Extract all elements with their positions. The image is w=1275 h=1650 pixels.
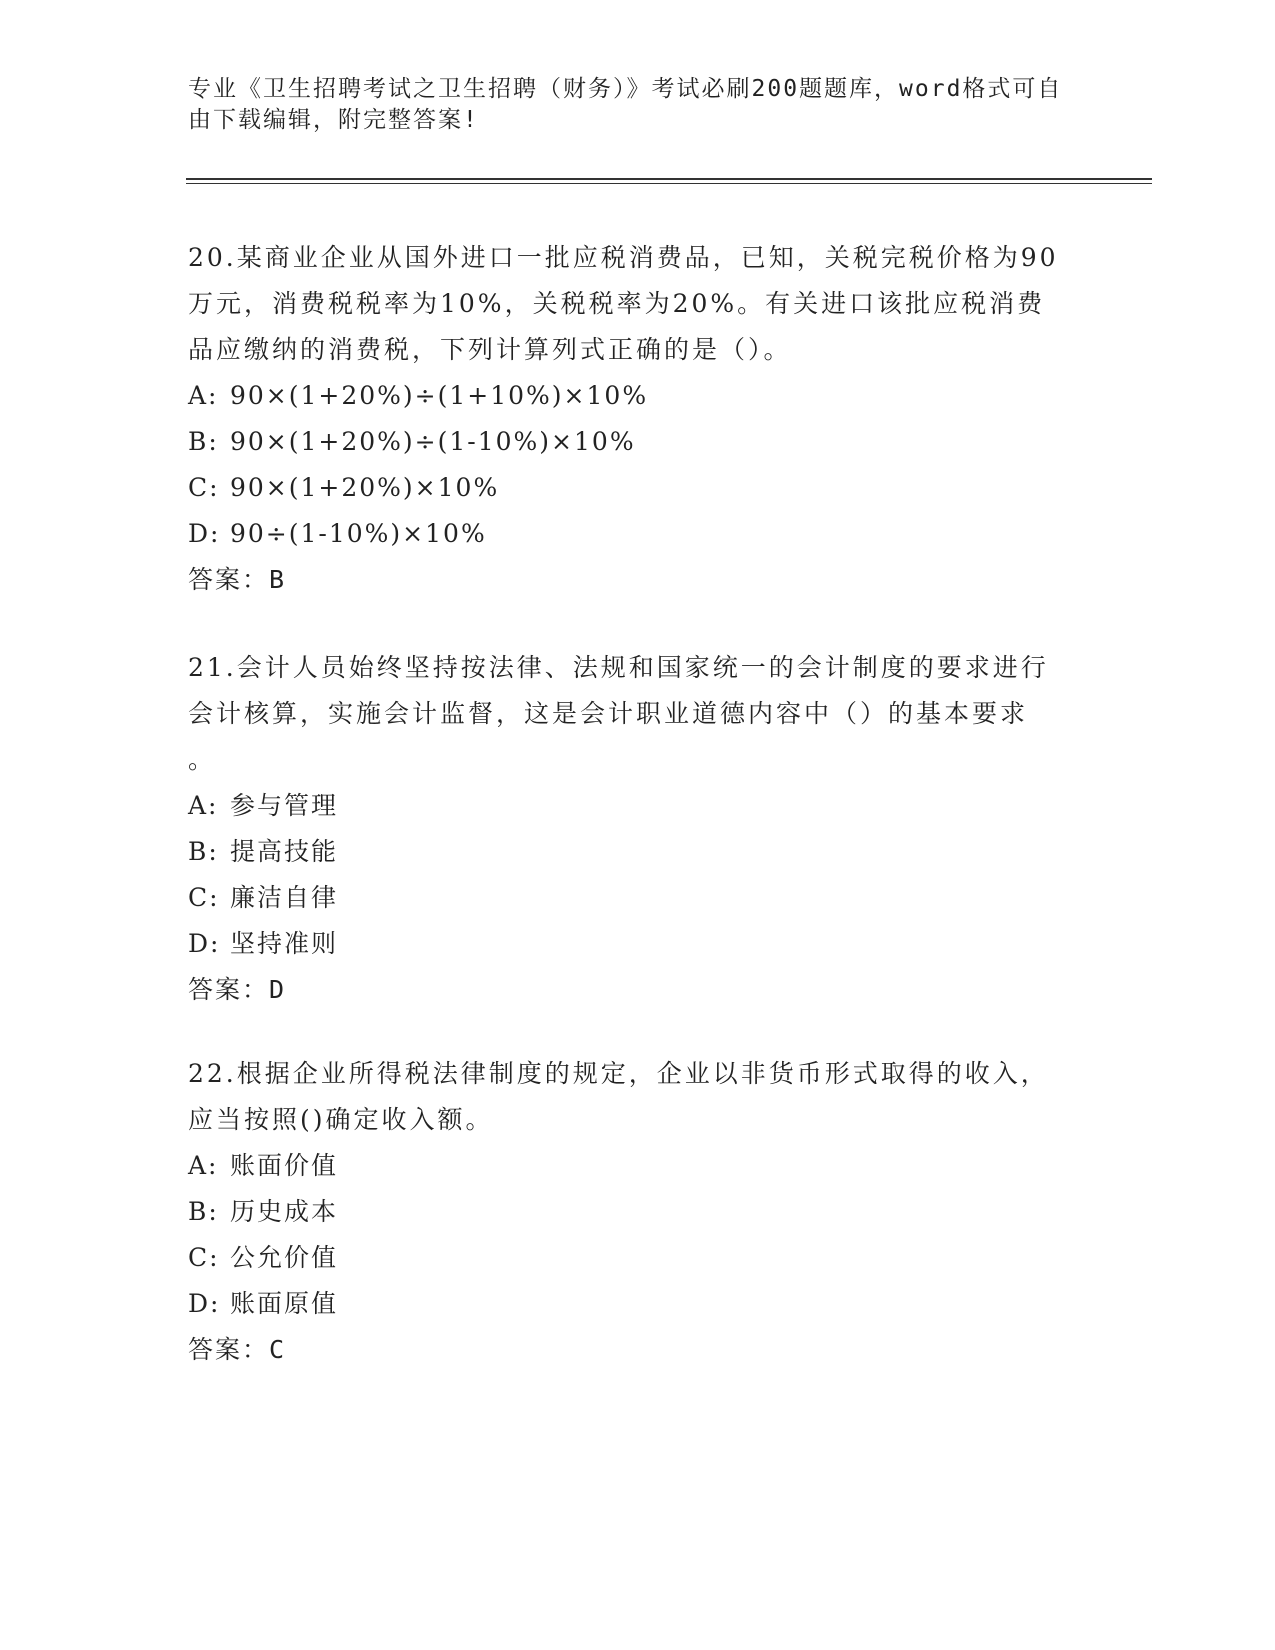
option-a	[188, 783, 1088, 829]
option-a	[188, 1143, 1088, 1189]
answer-line: 答案：B	[188, 565, 287, 594]
option-b	[188, 829, 1088, 875]
option-letter: C:	[188, 473, 220, 502]
option-text: 廉洁自律	[230, 883, 339, 912]
option-letter: B:	[188, 1197, 219, 1226]
header-divider-thin	[186, 183, 1152, 184]
option-letter: A:	[188, 791, 219, 820]
option-d	[188, 921, 1088, 967]
option-text: 90×(1+20%)÷(1+10%)×10%	[230, 381, 649, 410]
question-20	[188, 235, 1088, 603]
option-text: 历史成本	[230, 1197, 339, 1226]
question-stem-line: 会计核算，实施会计监督，这是会计职业道德内容中（）的基本要求	[188, 699, 1029, 728]
question-stem-line: 21.会计人员始终坚持按法律、法规和国家统一的会计制度的要求进行	[188, 653, 1049, 682]
option-letter: D:	[188, 519, 221, 548]
header-line-1: 专业《卫生招聘考试之卫生招聘（财务）》考试必刷200题题库，word格式可自	[188, 76, 1063, 102]
question-22	[188, 1051, 1088, 1373]
header-divider-thick	[186, 178, 1152, 180]
option-a	[188, 373, 1088, 419]
question-21	[188, 645, 1088, 1013]
option-text: 90÷(1-10%)×10%	[230, 519, 487, 548]
question-stem-line: 万元，消费税税率为10%，关税税率为20%。有关进口该批应税消费	[188, 289, 1046, 318]
option-d	[188, 1281, 1088, 1327]
option-c	[188, 875, 1088, 921]
option-text: 参与管理	[230, 791, 339, 820]
option-b	[188, 419, 1088, 465]
question-stem-line: 20.某商业企业从国外进口一批应税消费品，已知，关税完税价格为90	[188, 243, 1059, 272]
option-letter: C:	[188, 883, 220, 912]
option-letter: A:	[188, 1151, 219, 1180]
option-letter: C:	[188, 1243, 220, 1272]
option-letter: B:	[188, 837, 219, 866]
answer-line: 答案：D	[188, 975, 287, 1004]
answer-line: 答案：C	[188, 1335, 287, 1364]
question-stem-line: 。	[188, 745, 217, 774]
option-b	[188, 1189, 1088, 1235]
option-text: 账面价值	[230, 1151, 339, 1180]
option-text: 账面原值	[230, 1289, 339, 1318]
option-letter: D:	[188, 929, 221, 958]
option-text: 90×(1+20%)×10%	[230, 473, 500, 502]
option-text: 坚持准则	[230, 929, 339, 958]
question-stem-line: 品应缴纳的消费税，下列计算列式正确的是（）。	[188, 335, 792, 364]
option-c	[188, 1235, 1088, 1281]
question-stem-line: 应当按照()确定收入额。	[188, 1105, 494, 1134]
option-letter: A:	[188, 381, 219, 410]
option-letter: D:	[188, 1289, 221, 1318]
question-stem-line: 22.根据企业所得税法律制度的规定，企业以非货币形式取得的收入，	[188, 1059, 1049, 1088]
option-d	[188, 511, 1088, 557]
document-header	[188, 74, 1068, 136]
header-line-2: 由下载编辑，附完整答案!	[188, 107, 479, 133]
option-text: 公允价值	[230, 1243, 339, 1272]
option-c	[188, 465, 1088, 511]
option-text: 提高技能	[230, 837, 339, 866]
option-letter: B:	[188, 427, 219, 456]
option-text: 90×(1+20%)÷(1-10%)×10%	[230, 427, 636, 456]
